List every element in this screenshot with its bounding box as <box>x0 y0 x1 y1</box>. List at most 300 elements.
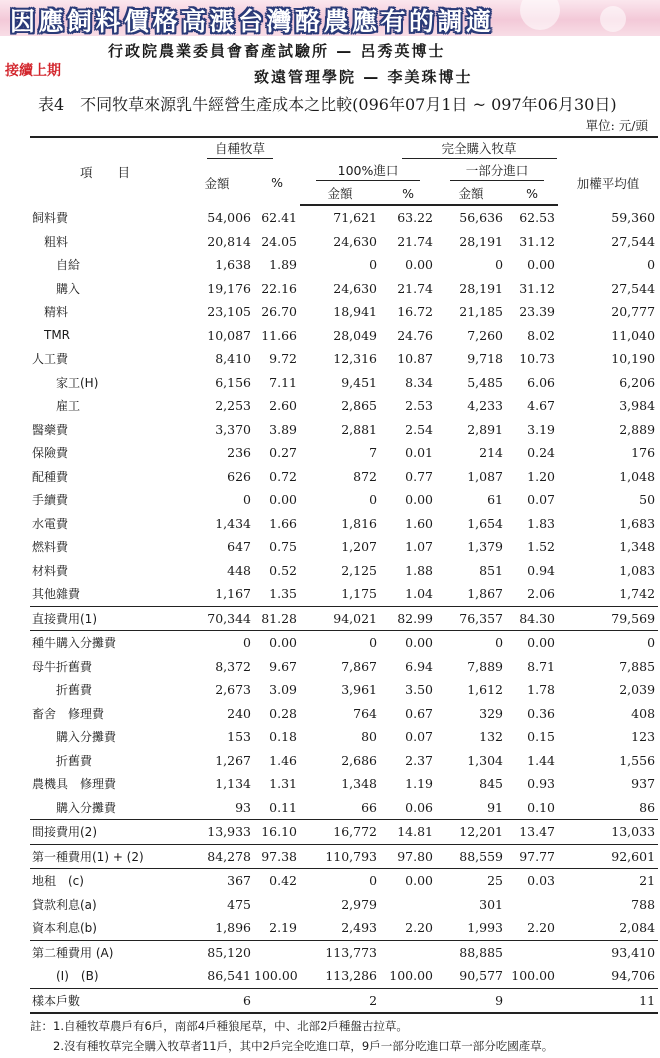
row-label: 手續費 <box>32 493 69 508</box>
cell-pct: 11.66 <box>261 327 298 343</box>
row-label: (I) (B) <box>56 969 99 984</box>
cell-amount: 1,556 <box>619 752 656 768</box>
table-row <box>30 441 658 465</box>
cell-pct: 84.30 <box>506 606 558 631</box>
table-row <box>30 606 658 631</box>
row-label: 貸款利息(a) <box>32 897 97 912</box>
cell-amount: 91 <box>487 799 504 815</box>
cell-amount: 28,191 <box>459 233 504 249</box>
cell-pct: 0.06 <box>405 799 434 815</box>
cell-pct: 2.54 <box>405 421 434 437</box>
table-row <box>30 230 658 254</box>
row-label: 材料費 <box>32 563 69 578</box>
cell-pct <box>380 988 436 1013</box>
cell-amount: 2,039 <box>619 682 656 698</box>
cell-pct: 1.07 <box>405 539 434 555</box>
cell-amount: 1,434 <box>215 515 251 531</box>
cell-amount: 4,233 <box>467 398 504 414</box>
cell-pct: 0.15 <box>527 729 556 745</box>
cell-amount: 872 <box>353 468 378 484</box>
cell-amount: 11 <box>558 988 658 1013</box>
cell-pct: 14.81 <box>380 820 436 845</box>
cell-pct: 100.00 <box>254 968 298 984</box>
cell-amount: 1,816 <box>341 515 378 531</box>
table-row <box>30 277 658 301</box>
table-caption: 表4 不同牧草來源乳牛經營生產成本之比較(096年07月1日 ~ 097年06月30日) <box>38 95 617 114</box>
cell-amount: 7,260 <box>467 327 504 343</box>
table-row <box>30 655 658 679</box>
cell-amount: 1,207 <box>341 539 378 555</box>
cell-amount: 1,348 <box>341 776 378 792</box>
cell-amount: 626 <box>227 468 251 484</box>
cell-pct: 1.60 <box>405 515 434 531</box>
cell-amount: 21,185 <box>459 304 504 320</box>
cell-pct: 0.42 <box>254 869 300 893</box>
cell-amount: 0 <box>300 869 380 893</box>
cell-amount: 93,410 <box>558 940 658 964</box>
cell-amount: 123 <box>631 729 656 745</box>
cell-pct: 1.35 <box>269 586 298 602</box>
cell-pct: 62.53 <box>519 210 556 226</box>
cell-amount: 301 <box>479 896 504 912</box>
cell-amount: 6 <box>180 988 254 1013</box>
cell-pct: 13.47 <box>506 820 558 845</box>
table-row <box>30 300 658 324</box>
cell-amount: 12,201 <box>436 820 506 845</box>
cell-amount: 1,993 <box>467 920 504 936</box>
cell-amount: 86 <box>639 799 656 815</box>
cell-amount: 2,889 <box>619 421 656 437</box>
table-row <box>30 394 658 418</box>
cell-amount: 0 <box>495 257 504 273</box>
header-import100: 100%進口 <box>300 160 436 182</box>
cell-amount: 80 <box>361 729 378 745</box>
cell-amount: 0 <box>369 257 378 273</box>
cell-pct: 0.01 <box>405 445 434 461</box>
cell-pct <box>380 893 436 917</box>
cell-amount: 367 <box>180 869 254 893</box>
row-label: 直接費用(1) <box>30 606 180 631</box>
header-partial-import: 一部分進口 <box>436 160 558 182</box>
cell-pct: 6.94 <box>405 658 434 674</box>
cell-amount: 79,569 <box>558 606 658 631</box>
cell-pct: 1.31 <box>269 776 298 792</box>
cell-amount: 788 <box>631 896 656 912</box>
cell-pct: 0.00 <box>405 257 434 273</box>
cell-pct: 3.50 <box>405 682 434 698</box>
cell-pct: 10.87 <box>397 351 434 367</box>
cell-pct: 2.06 <box>527 586 556 602</box>
cell-pct: 3.89 <box>269 421 298 437</box>
cell-amount: 11,040 <box>611 327 656 343</box>
cell-pct <box>380 940 436 964</box>
row-label: 購入分攤費 <box>56 800 117 815</box>
cell-amount: 9 <box>436 988 506 1013</box>
table-row <box>30 253 658 277</box>
cell-pct: 0.67 <box>405 705 434 721</box>
row-label: 第一種費用(1) + (2) <box>30 844 180 869</box>
cell-amount: 94,706 <box>611 968 656 984</box>
cell-pct: 1.78 <box>527 682 556 698</box>
cell-amount: 2,881 <box>341 421 378 437</box>
cell-amount: 25 <box>436 869 506 893</box>
cell-pct: 0.00 <box>527 257 556 273</box>
cell-pct: 1.04 <box>405 586 434 602</box>
cell-pct: 2.20 <box>527 920 556 936</box>
cell-pct: 1.52 <box>527 539 556 555</box>
cell-amount: 851 <box>479 562 504 578</box>
cell-amount: 6,156 <box>215 374 251 390</box>
cell-pct: 0.11 <box>269 799 298 815</box>
table-row <box>30 582 658 606</box>
row-label: 醫藥費 <box>32 422 69 437</box>
row-label: 粗料 <box>44 234 69 249</box>
table-row <box>30 844 658 869</box>
cell-amount: 2,891 <box>467 421 504 437</box>
cell-pct: 2.53 <box>405 398 434 414</box>
cell-amount: 1,304 <box>467 752 504 768</box>
cost-comparison-table <box>30 136 658 1014</box>
cell-amount: 12,316 <box>333 351 378 367</box>
cell-amount: 236 <box>227 445 251 461</box>
cell-amount: 7,885 <box>619 658 656 674</box>
cell-amount: 10,087 <box>207 327 251 343</box>
cell-amount: 2,253 <box>215 398 251 414</box>
cell-amount: 2,125 <box>341 562 378 578</box>
cell-amount: 0 <box>436 631 506 655</box>
cell-amount: 1,638 <box>215 257 251 273</box>
cell-amount: 1,379 <box>467 539 504 555</box>
cell-pct: 0.94 <box>527 562 556 578</box>
cell-amount: 2,673 <box>215 682 251 698</box>
cell-amount: 27,544 <box>611 233 656 249</box>
cell-pct: 0.18 <box>269 729 298 745</box>
cell-pct: 21.74 <box>397 280 434 296</box>
cell-amount: 176 <box>631 445 656 461</box>
cell-amount: 110,793 <box>300 844 380 869</box>
cell-amount: 7,889 <box>467 658 504 674</box>
cell-pct: 23.39 <box>519 304 556 320</box>
table-row <box>30 916 658 940</box>
cell-pct: 24.05 <box>261 233 298 249</box>
cell-pct: 2.37 <box>405 752 434 768</box>
cell-amount: 76,357 <box>436 606 506 631</box>
table-row <box>30 512 658 536</box>
footnotes <box>30 1018 553 1058</box>
cell-pct: 10.73 <box>519 351 556 367</box>
table-row <box>30 347 658 371</box>
cell-amount: 0 <box>647 257 656 273</box>
cell-amount: 9,451 <box>341 374 378 390</box>
cell-amount: 113,286 <box>325 968 378 984</box>
cell-pct: 8.34 <box>405 374 434 390</box>
row-label: 精料 <box>44 305 69 320</box>
table-row <box>30 371 658 395</box>
cell-pct: 0.52 <box>269 562 298 578</box>
cell-pct: 3.19 <box>527 421 556 437</box>
cell-amount: 86,541 <box>207 968 251 984</box>
header-amount: 金額 <box>204 175 230 191</box>
row-label: 飼料費 <box>32 210 69 225</box>
cell-amount: 448 <box>227 562 251 578</box>
cell-pct: 81.28 <box>254 606 300 631</box>
cell-amount: 88,559 <box>436 844 506 869</box>
cell-amount: 1,742 <box>619 586 656 602</box>
cell-amount: 1,267 <box>215 752 251 768</box>
cell-amount: 3,984 <box>619 398 656 414</box>
cell-amount: 1,867 <box>467 586 504 602</box>
banner-decoration <box>600 6 626 32</box>
cell-pct: 2.60 <box>269 398 298 414</box>
cell-amount: 1,612 <box>467 682 504 698</box>
row-label: 配種費 <box>32 469 69 484</box>
cell-amount: 56,636 <box>459 210 504 226</box>
table-row <box>30 725 658 749</box>
cell-amount: 59,360 <box>611 209 656 225</box>
table-body <box>30 205 658 1013</box>
cell-amount: 9,718 <box>467 351 504 367</box>
table-row <box>30 796 658 820</box>
cell-amount: 1,896 <box>215 920 251 936</box>
cell-pct: 0.00 <box>269 492 298 508</box>
cell-amount: 50 <box>639 492 656 508</box>
table-row <box>30 893 658 917</box>
header-pct: % <box>506 182 558 205</box>
cell-pct: 21.74 <box>397 233 434 249</box>
cell-pct: 26.70 <box>261 304 298 320</box>
row-label: 購入 <box>56 281 81 296</box>
cell-pct <box>506 940 558 964</box>
table-row <box>30 488 658 512</box>
cell-amount: 18,941 <box>333 304 378 320</box>
cell-pct: 2.20 <box>405 920 434 936</box>
cell-pct: 0.07 <box>405 729 434 745</box>
cell-pct: 1.83 <box>527 515 556 531</box>
cell-amount: 3,961 <box>341 682 378 698</box>
cell-amount: 54,006 <box>207 209 251 225</box>
cell-amount: 2,979 <box>341 896 378 912</box>
cell-amount: 16,772 <box>300 820 380 845</box>
cell-pct: 16.72 <box>397 304 434 320</box>
cell-amount: 1,087 <box>467 468 504 484</box>
cell-amount: 240 <box>227 705 251 721</box>
cell-pct: 0.00 <box>254 631 300 655</box>
cell-amount: 1,134 <box>215 776 251 792</box>
cell-amount: 2,493 <box>341 920 378 936</box>
cell-pct: 0.77 <box>405 468 434 484</box>
table-row <box>30 324 658 348</box>
row-label: 種牛購入分攤費 <box>30 631 180 655</box>
cell-pct <box>254 988 300 1013</box>
table-row <box>30 869 658 893</box>
banner-decoration <box>520 0 560 30</box>
cell-amount: 329 <box>479 705 504 721</box>
cell-amount: 5,485 <box>467 374 504 390</box>
row-label: 地租 (c) <box>30 869 180 893</box>
table-row <box>30 559 658 583</box>
cell-amount: 132 <box>479 729 504 745</box>
header-item: 項 目 <box>30 137 180 205</box>
cell-amount: 19,176 <box>207 280 251 296</box>
cell-amount: 13,933 <box>180 820 254 845</box>
row-label: 折舊費 <box>56 753 93 768</box>
cell-pct: 0.07 <box>527 492 556 508</box>
cell-amount: 84,278 <box>180 844 254 869</box>
table-row <box>30 988 658 1013</box>
cell-amount: 20,777 <box>611 304 656 320</box>
cell-amount: 93 <box>235 799 251 815</box>
table-row <box>30 678 658 702</box>
cell-pct: 3.09 <box>269 682 298 698</box>
table-row <box>30 702 658 726</box>
cell-pct: 1.89 <box>269 257 298 273</box>
cell-pct: 0.00 <box>405 492 434 508</box>
cell-pct: 4.67 <box>527 398 556 414</box>
cell-amount: 1,348 <box>619 539 656 555</box>
cell-pct: 97.38 <box>254 844 300 869</box>
cell-amount: 28,191 <box>459 280 504 296</box>
cell-amount: 90,577 <box>459 968 504 984</box>
cell-pct: 0.00 <box>380 869 436 893</box>
cell-pct: 100.00 <box>511 968 556 984</box>
cell-amount: 28,049 <box>333 327 378 343</box>
cell-amount: 2,865 <box>341 398 378 414</box>
cell-pct: 31.12 <box>519 233 556 249</box>
cell-pct: 1.46 <box>269 752 298 768</box>
cell-pct <box>254 893 300 917</box>
row-label: TMR <box>44 328 71 343</box>
cell-amount: 24,630 <box>333 280 378 296</box>
cell-pct: 9.67 <box>269 658 298 674</box>
header-self-grown: 自種牧草 <box>180 137 300 160</box>
cell-pct: 8.02 <box>527 327 556 343</box>
cell-amount: 764 <box>353 705 378 721</box>
cell-amount: 3,370 <box>215 421 251 437</box>
table-row <box>30 964 658 988</box>
header-purchased: 完全購入牧草 <box>300 137 658 160</box>
cell-amount: 94,021 <box>300 606 380 631</box>
cell-amount: 20,814 <box>207 233 251 249</box>
cell-amount: 61 <box>487 492 504 508</box>
table-row <box>30 749 658 773</box>
cell-amount: 24,630 <box>333 233 378 249</box>
cell-amount: 88,885 <box>436 940 506 964</box>
cell-amount: 2 <box>300 988 380 1013</box>
continued-label: 接續上期 <box>5 63 61 79</box>
row-label: 樣本戶數 <box>30 988 180 1013</box>
cell-pct: 0.24 <box>527 445 556 461</box>
cell-pct: 2.19 <box>269 920 298 936</box>
cell-amount: 8,410 <box>215 351 251 367</box>
row-label: 間接費用(2) <box>30 820 180 845</box>
table-row <box>30 465 658 489</box>
cell-pct: 63.22 <box>397 210 434 226</box>
table-row <box>30 418 658 442</box>
author-line-1: 行政院農業委員會畜產試驗所 — 呂秀英博士 <box>108 42 446 60</box>
cell-pct: 0.10 <box>527 799 556 815</box>
header-amount: 金額 <box>300 182 380 205</box>
cell-pct: 1.20 <box>527 468 556 484</box>
cell-amount: 10,190 <box>611 351 656 367</box>
cell-pct: 16.10 <box>254 820 300 845</box>
header-pct: % <box>380 182 436 205</box>
footnote-1: 註：1.自種牧草農戶有6戶，南部4戶種狼尾草，中、北部2戶種盤古拉草。 <box>30 1019 408 1033</box>
table-row <box>30 631 658 655</box>
cell-pct: 1.44 <box>527 752 556 768</box>
cell-amount: 2,084 <box>619 920 656 936</box>
cell-amount: 8,372 <box>215 658 251 674</box>
table-row <box>30 205 658 230</box>
cell-amount: 0 <box>180 631 254 655</box>
cell-pct: 24.76 <box>397 327 434 343</box>
row-label: 燃料費 <box>32 540 69 555</box>
row-label: 家工(H) <box>56 375 99 390</box>
cell-pct: 0.72 <box>269 468 298 484</box>
row-label: 水電費 <box>32 516 69 531</box>
cell-amount: 2,686 <box>341 752 378 768</box>
cell-pct: 1.88 <box>405 562 434 578</box>
cell-pct: 62.41 <box>261 209 298 225</box>
cell-amount: 85,120 <box>180 940 254 964</box>
row-label: 折舊費 <box>56 683 93 698</box>
cell-amount: 23,105 <box>207 304 251 320</box>
row-label: 畜舍 修理費 <box>32 706 105 721</box>
cell-pct: 1.66 <box>269 515 298 531</box>
cell-amount: 7 <box>369 445 378 461</box>
cell-amount: 937 <box>631 776 656 792</box>
cell-amount: 845 <box>479 776 504 792</box>
cell-amount: 27,544 <box>611 280 656 296</box>
cell-pct: 82.99 <box>380 606 436 631</box>
unit-label: 單位: 元/頭 <box>585 118 648 133</box>
cell-pct: 100.00 <box>389 968 434 984</box>
article-title: 因應飼料價格高漲台灣酪農應有的調適 <box>10 7 495 36</box>
cell-pct: 8.71 <box>527 658 556 674</box>
cell-pct: 31.12 <box>519 280 556 296</box>
row-label: 資本利息(b) <box>32 921 97 936</box>
row-label: 自給 <box>56 258 81 273</box>
cell-pct: 0.75 <box>269 539 298 555</box>
cell-amount: 153 <box>227 729 251 745</box>
cell-amount: 70,344 <box>180 606 254 631</box>
cell-pct: 97.77 <box>506 844 558 869</box>
cell-amount: 647 <box>227 539 251 555</box>
row-label: 購入分攤費 <box>56 730 117 745</box>
table-row <box>30 820 658 845</box>
row-label: 雇工 <box>56 399 81 414</box>
cell-amount: 6,206 <box>619 374 656 390</box>
row-label: 人工費 <box>32 352 69 367</box>
row-label: 保險費 <box>32 446 69 461</box>
cell-pct: 7.11 <box>269 374 298 390</box>
cell-pct: 0.27 <box>269 445 298 461</box>
cell-amount: 66 <box>361 799 378 815</box>
cell-amount: 0 <box>300 631 380 655</box>
cell-amount: 21 <box>558 869 658 893</box>
cell-pct <box>506 988 558 1013</box>
row-label: 其他雜費 <box>32 587 81 602</box>
cell-amount: 475 <box>227 896 251 912</box>
row-label: 第二種費用 (A) <box>30 940 180 964</box>
cell-pct: 0.03 <box>506 869 558 893</box>
title-banner <box>0 0 660 36</box>
table-row <box>30 940 658 964</box>
cell-pct: 1.19 <box>405 776 434 792</box>
cell-pct: 0.93 <box>527 776 556 792</box>
cell-amount: 1,683 <box>619 515 656 531</box>
cell-amount: 92,601 <box>558 844 658 869</box>
row-label: 農機具 修理費 <box>32 777 117 792</box>
